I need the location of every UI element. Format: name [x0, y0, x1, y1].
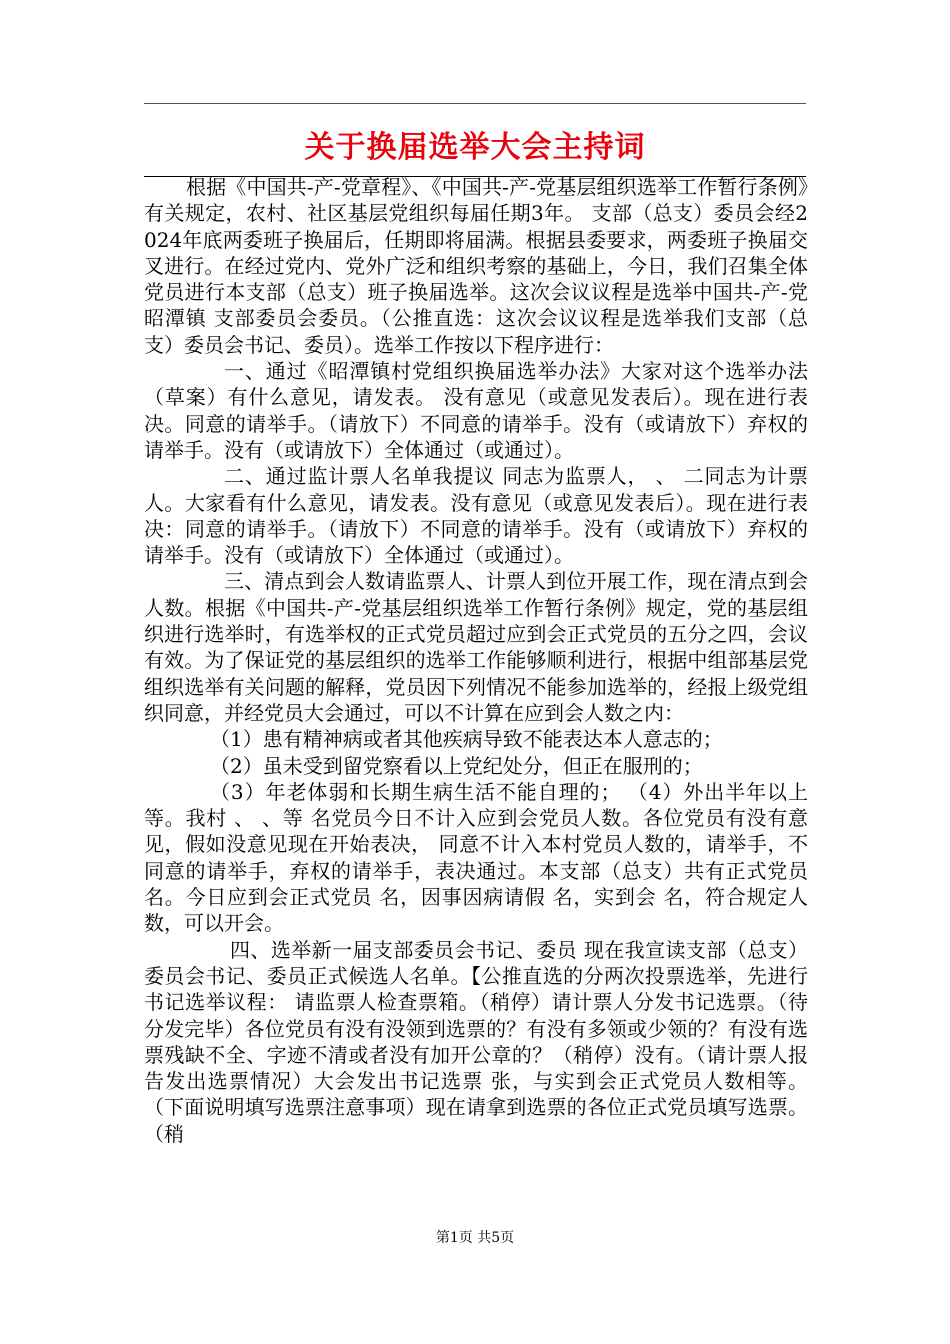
list-item-condition-3: （3）年老体弱和长期生病生活不能自理的； （4）外出半年以上等。我村 、 、等 名党员今日不计入应到会党员人数。各位党员有没有意见，假如没意见现在开始表决， 同意不计入本村党员人数的，请举手，不同意的请举手，弃权的请举手，表决通过。本支部（总支）共有正式党员 名。今日应到会正式党员 名，因事因病请假 名，实到会 名，符合规定人数，可以开会。: [144, 779, 808, 936]
list-item-condition-2: （2）虽未受到留党察看以上党纪处分，但正在服刑的；: [210, 753, 703, 778]
paragraph-step-4: 四、选举新一届支部委员会书记、委员 现在我宣读支部（总支）委员会书记、委员正式候选人名单。【公推直选的分两次投票选举，先进行书记选举议程： 请监票人检查票箱。（稍停）请计票人分发书记选票。（待分发完毕）各位党员有没有没领到选票的？有没有多领或少领的？有没有选票残缺不全、字迹不清或者没有加开公章的？（稍停）没有。（请计票人报告发出选票情况）大会发出书记选票 张，与实到会正式党员人数相等。 （下面说明填写选票注意事项）现在请拿到选票的各位正式党员填写选票。（稍: [144, 937, 808, 1146]
document-body: [144, 174, 808, 1147]
paragraph-intro: 根据《中国共-产-党章程》、《中国共-产-党基层组织选举工作暂行条例》有关规定，农村、社区基层党组织每届任期3年。 支部（总支）委员会经2024年底两委班子换届后，任期即将届满。根据县委要求，两委班子换届交叉进行。在经过党内、党外广泛和组织考察的基础上，今日，我们召集全体党员进行本支部（总支）班子换届选举。这次会议议程是选举中国共-产-党昭潭镇 支部委员会委员。（公推直选：这次会议议程是选举我们支部（总支）委员会书记、委员）。选举工作按以下程序进行：: [144, 175, 808, 357]
document-title: 关于换届选举大会主持词: [304, 130, 646, 165]
paragraph-step-2: 二、通过监计票人名单我提议 同志为监票人， 、 二同志为计票人。大家看有什么意见，请发表。没有意见（或意见发表后）。现在进行表决：同意的请举手。（请放下）不同意的请举手。没有（或请放下）弃权的请举手。没有（或请放下）全体通过（或通过）。: [144, 464, 808, 568]
list-item-condition-1: （1）患有精神病或者其他疾病导致不能表达本人意志的；: [210, 727, 723, 752]
page-number: 第1页 共5页: [435, 1230, 515, 1246]
header-rule: [144, 103, 806, 104]
paragraph-step-3: 三、清点到会人数请监票人、计票人到位开展工作，现在清点到会人数。根据《中国共-产-党基层组织选举工作暂行条例》规定，党的基层组织进行选举时，有选举权的正式党员超过应到会正式党员的五分之四，会议有效。为了保证党的基层组织的选举工作能够顺利进行，根据中组部基层党组织选举有关问题的解释，党员因下列情况不能参加选举的，经报上级党组织同意，并经党员大会通过，可以不计算在应到会人数之内：: [144, 569, 808, 725]
paragraph-step-1: 一、通过《昭潭镇村党组织换届选举办法》大家对这个选举办法（草案）有什么意见，请发表。 没有意见（或意见发表后）。现在进行表决。同意的请举手。（请放下）不同意的请举手。没有（或请放下）弃权的请举手。没有（或请放下）全体通过（或通过）。: [144, 359, 808, 462]
